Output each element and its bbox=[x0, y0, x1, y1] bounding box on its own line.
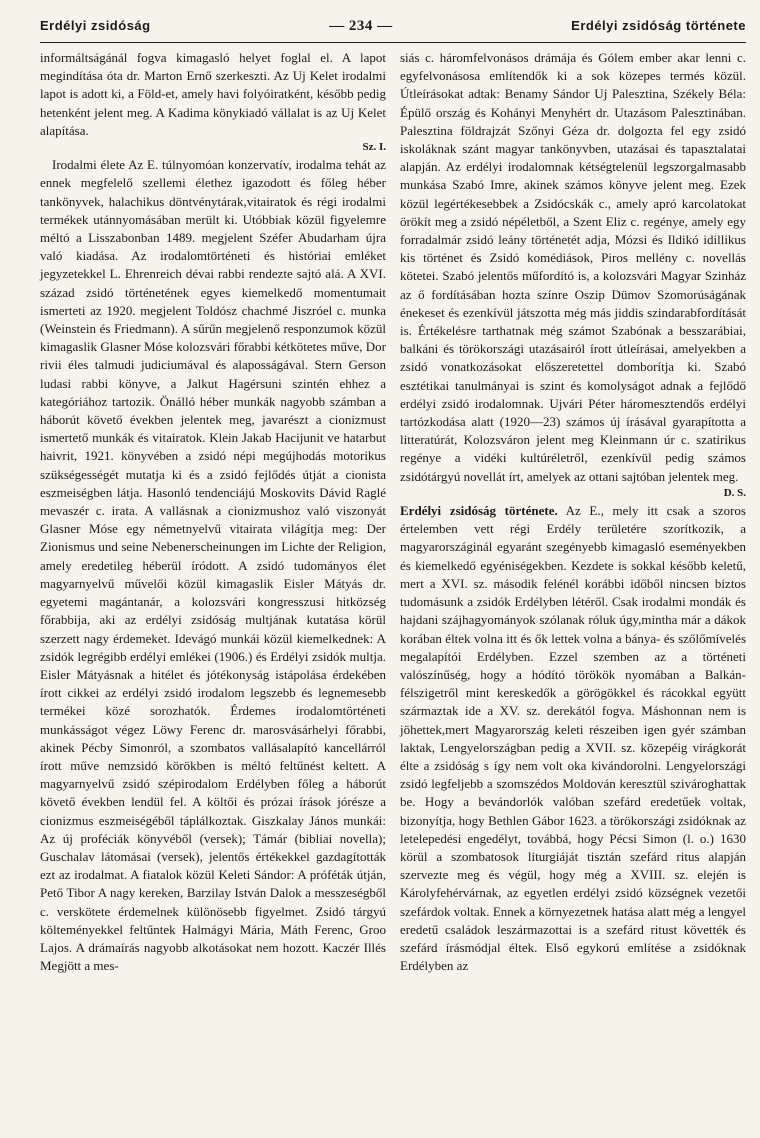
right-paragraph-1: siás c. háromfelvonásos drámája és Gólem ember akar lenni c. egyfelvonásosa említendők ki a sok közepes termés közül. Útleírásokat adtak: Benamy Sándor Uj Palesztina, Székely Béla: Épülő ország és Kohányi Menyhért dr. Utazásom Palesztinában. Palesztina földrajzát Szőnyi Géza dr. dolgozta fel egy zsidó iskoláknak szánt magyar tankönyvben, utazásai és tapasztalatai alapján. Az erdélyi irodalomnak kétségtelenül legszorgalmasabb munkása Szabó Imre, akinek számos könyve jelent meg. Ezek közül legértékesebbek a Zsidócskák c., amely apró karcolatokat örökít meg a zsidó népéletből, a Szent Eliz c. regénye, amely egy forradalmár zsidó leány történetét adja, Mózsi és Ildikó idillikus kis történet és Zsidó komédiások, Piros mellény c. novellás kötetei. Szabó jelentős műfordító is, a kolozsvári Magyar Szinház az ő fordításában hozta színre Oszip Dümov Szomorúságának énekeset és ezenkívül játszotta még más jiddis szindarabfordítását is. Értékelésre tarthatnak még számot Szabónak a besszarábiai, balkáni és törökországi utazásairól írott útleírásai, amelyekben a zsidó vonatkozásokat előszeretettel domborítja ki. Szabó esztétikai tanulmányai is szint és komolyságot adnak a fejlődő erdélyi zsidó irodalomnak. Ujvári Péter háromesztendős erdélyi tartózkodása alatt (1920—23) számos új írásával gyarapította a litteratúrát, Kolozsváron jelent meg Kleinmann úr c. szatirikus regénye a vidéki kultúréletről, ezenkívül pedig számos zsidótárgyú novellát írt, amelyek az ottani sajtóban jelentek meg. bbox=[400, 50, 746, 484]
left-column bbox=[40, 49, 386, 975]
left-paragraph-1: informáltságánál fogva kimagasló helyet foglal el. A lapot megindítása óta dr. Marton Ernő szerkeszti. Az Uj Kelet irodalmi lapot is adott ki, a Föld-et, amely havi folyóiratként, később pedig hetenként jelent meg. A Kadima könykiadó vállalat is az Uj Kelet alapítása. bbox=[40, 50, 386, 138]
entry-text: Az E., mely itt csak a szoros értelemben vett régi Erdély területére szorítkozik, a magyarországinál egyaránt szegényebb kimagasló eseményekben és kiemelkedő egyéniségekben. Kezdete is sokkal később keletű, mert a XVI. sz. második felénél korábbi időből nincsen biztos tudomásunk a zsidók Erdélyben létéről. Csak irodalmi mondák és hajdani szájhagyományok szólanak róluk úgy,mintha már a dákok korában éltek volna itt és ők lettek volna a bánya- és szőlőmívelés megalapítói Erdélyben. Ezzel szemben az a történeti valószínűség, hogy a hódító törökök nyomában a Balkán-félszigetről mint kereskedők a görögökkel és rácokkal együtt származtak ide a XV. sz. derekától fogva. Máshonnan nem is jöhettek,mert Magyarország keleti részeiben igen gyér számban laktak, Lengyelországban pedig a XVII. sz. közepéig virágkorát élte a zsidóság s így nem volt oka kivándorolni. Lengyelországi zsidó legfeljebb a szomszédos Moldován keresztül szivároghattak be. Hogy a bevándorlók valóban szefárd eredetűek voltak, bizonyítja, hogy Bethlen Gábor 1623. a törökországi zsidóknak az letelepedési engedélyt, továbbá, hogy Pécsi Simon (l. o.) 1630 körül a szombatosok liturgiáját tisztán szefárd ritus alapján szervezte meg és végül, hogy még a XVIII. sz. elején is Károlyfehérvárnak, az egyetlen erdélyi zsidó községnek vezetői szefárdok voltak. Ennek a környezetnek hatása alatt még a lengyel eredetű családok leszármazottai is a szefárd ritust követték és szefárd írásmódjal éltek. Első egykorú említése a zsidóknak Erdélyben az bbox=[400, 503, 746, 974]
author-signature-left: Sz. I. bbox=[362, 141, 386, 154]
running-header bbox=[40, 18, 746, 42]
author-signature: D. S. bbox=[723, 486, 746, 499]
entry-heading: Erdélyi zsidóság története. bbox=[400, 503, 558, 519]
page-number: — 234 — bbox=[329, 18, 393, 34]
header-left-title: Erdélyi zsidóság bbox=[40, 18, 151, 33]
two-column-body bbox=[40, 49, 746, 975]
header-right-title: Erdélyi zsidóság története bbox=[571, 18, 746, 33]
left-paragraph-2: Irodalmi élete Az E. túlnyomóan konzervatív, irodalma tehát az ennek megfelelő szellemi élethez igazodott és főleg héber tankönyvek, halachikus döntvénytárak,vitairatok és régi irodalmi termékek utánnyomásában merült ki. Utóbbiak közül figyelemre méltó a Lisszabonban 1489. megjelent Széfer Abudarham újra való kiadása. Az irodalomtörténeti és históriai emléket jegyzetekkel L. Ehrenreich dévai rabbi rendezte sajtó alá. A XVI. század zsidó történetének egyes kiemelkedő momentumait ismerteti az 1920. megjelent Toldósz chachmé Jiszróel c. munka (Weinstein és Friedmann). A sűrűn megjelenő responzumok közül kimagaslik Glasner Móse kolozsvári főrabbi kétkötetes műve, Dor rivii éles talmudi judiciumával és alaposságával. Stern Gerson ludasi rabbi könyve, a Jalkut Hagérsuni szintén ehhez a kategóriához tartozik. Önálló héber munkák nagyobb számban a háborút követő években jelentek meg, javarészt a cionizmust ismertető munkák és vitairatok. Klein Jakab Hacijunit ve hatarbut haivrit, 1921. könyvében a zsidó népi megújhodás motorikus szükségességét mutatja ki és a zsidó fejlődés útját a cionista eszmeiségben látja. Hasonló tendenciájú Moskovits Dávid Raglé mevaszér c. irata. A vallásnak a cionizmushoz való viszonyát Glasner Móse egy németnyelvű vitairata világítja meg: Der Zionismus und seine Nebenerscheinungen im Lichte der Religion, amely eredetileg héberül íródott. A zsidó tudományos élet magyarnyelvű művelői közül kimagaslik Eisler Mátyás dr. egyetemi magántanár, a kolozsvári kongresszusi hitközség főrabbija, aki az erdélyi zsidóság multjának kutatása körül szerzett nagy érdemeket. Idevágó munkái közül kiemelkednek: A zsidók legrégibb erdélyi emlékei (1906.) és Erdélyi zsidók multja. Eisler Mátyásnak a hitélet és jótékonyság istápolása érdekében írott cikkei az erdélyi zsidó irodalom legszebb és legnemesebb termékei közé sorozhatók. Érdemes irodalomtörténeti munkásságot végez Löwy Ferenc dr. marosvásárhelyi főrabbi, akinek Pécby Simonról, a szombatos vallásalapító kancellárról írott műve nemzsidó körökben is méltó feltűnést keltett. A magyarnyelvű zsidó szépirodalom Erdélyben főleg a háborút követő években lendül fel. A költői és prózai írások jórésze a cionizmus eszmeiségéből táplálkoztak. Giszkalay János munkái: Az új proféciák könyvéből (versek); Támár (bibliai novella); Guschalav látomásai (versek), jelentős értékekkel gazdagították ezt az irodalmat. A fiatalok közül Keleti Sándor: A próféták útján, Pető Tibor A nagy kereken, Barzilay István Dalok a messzeségből c. verskötete érdemelnek különösebb figyelmet. Zsidó tárgyú költeményekkel feltűntek Halmágyi Mária, Máth Ferenc, Groo Lajos. A drámaírás nagyobb alkotásokat nem hozott. Kaczér Illés Megjött a mes- bbox=[40, 157, 386, 974]
header-rule bbox=[40, 42, 746, 43]
right-column bbox=[400, 49, 746, 975]
